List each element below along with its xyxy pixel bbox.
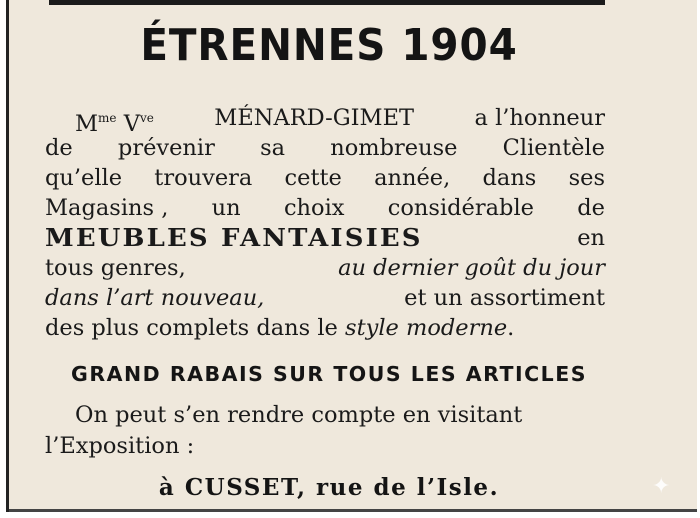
text-word: des plus complets dans le: [45, 315, 338, 341]
italic-phrase: au dernier goût du jour: [338, 255, 605, 281]
advertisement-page: [6, 0, 697, 512]
text-word: un: [211, 195, 241, 221]
address-line: à CUSSET, rue de l’Isle.: [158, 474, 500, 501]
text-word: prévenir: [117, 135, 215, 161]
text-word: année,: [374, 165, 451, 191]
text-word: tous genres,: [45, 255, 186, 281]
visit-line-2: l’Exposition :: [45, 433, 195, 459]
text-word: dans: [482, 165, 537, 191]
text-line-3: [45, 163, 605, 193]
text-word: de: [577, 195, 605, 221]
text-word: .: [507, 315, 515, 341]
text-word: qu’elle: [45, 165, 123, 191]
text-word: de: [45, 135, 73, 161]
merchant-name: MÉNARD-GIMET: [214, 105, 415, 131]
text-word: et un assortiment: [404, 285, 605, 311]
text-line-8: [45, 313, 605, 343]
text-word: nombreuse: [330, 135, 458, 161]
text-word: $M^{me}$ $V^{ve}$: [75, 111, 154, 137]
text-word: ses: [568, 165, 605, 191]
text-word: a l’honneur: [474, 105, 605, 131]
text-word: trouvera: [154, 165, 253, 191]
discount-heading: GRAND RABAIS SUR TOUS LES ARTICLES: [71, 362, 587, 386]
sparkle-icon: ✦: [652, 474, 671, 499]
text-line-4: [45, 193, 605, 223]
text-line-5: [45, 223, 605, 253]
text-line-2: [45, 133, 605, 163]
product-heading: MEUBLES FANTAISIES: [45, 223, 423, 252]
text-word: choix: [283, 195, 345, 221]
italic-phrase: dans l’art nouveau,: [45, 285, 265, 311]
text-word: considérable: [387, 195, 534, 221]
announcement-text: [45, 103, 605, 343]
page-title: ÉTRENNES 1904: [140, 20, 518, 71]
text-word: sa: [260, 135, 286, 161]
text-line-7: [45, 283, 605, 313]
text-word: cette: [284, 165, 342, 191]
visit-line-1: On peut s’en rendre compte en visitant: [75, 402, 523, 428]
visit-text: [45, 400, 605, 462]
text-line-6: [45, 253, 605, 283]
text-word: Clientèle: [502, 135, 605, 161]
text-line-1: [45, 103, 605, 137]
text-word: en: [577, 225, 605, 251]
top-rule: [49, 0, 605, 5]
bottom-rule: [9, 509, 697, 512]
text-word: Magasins ,: [45, 195, 169, 221]
italic-phrase: style moderne: [345, 315, 508, 341]
